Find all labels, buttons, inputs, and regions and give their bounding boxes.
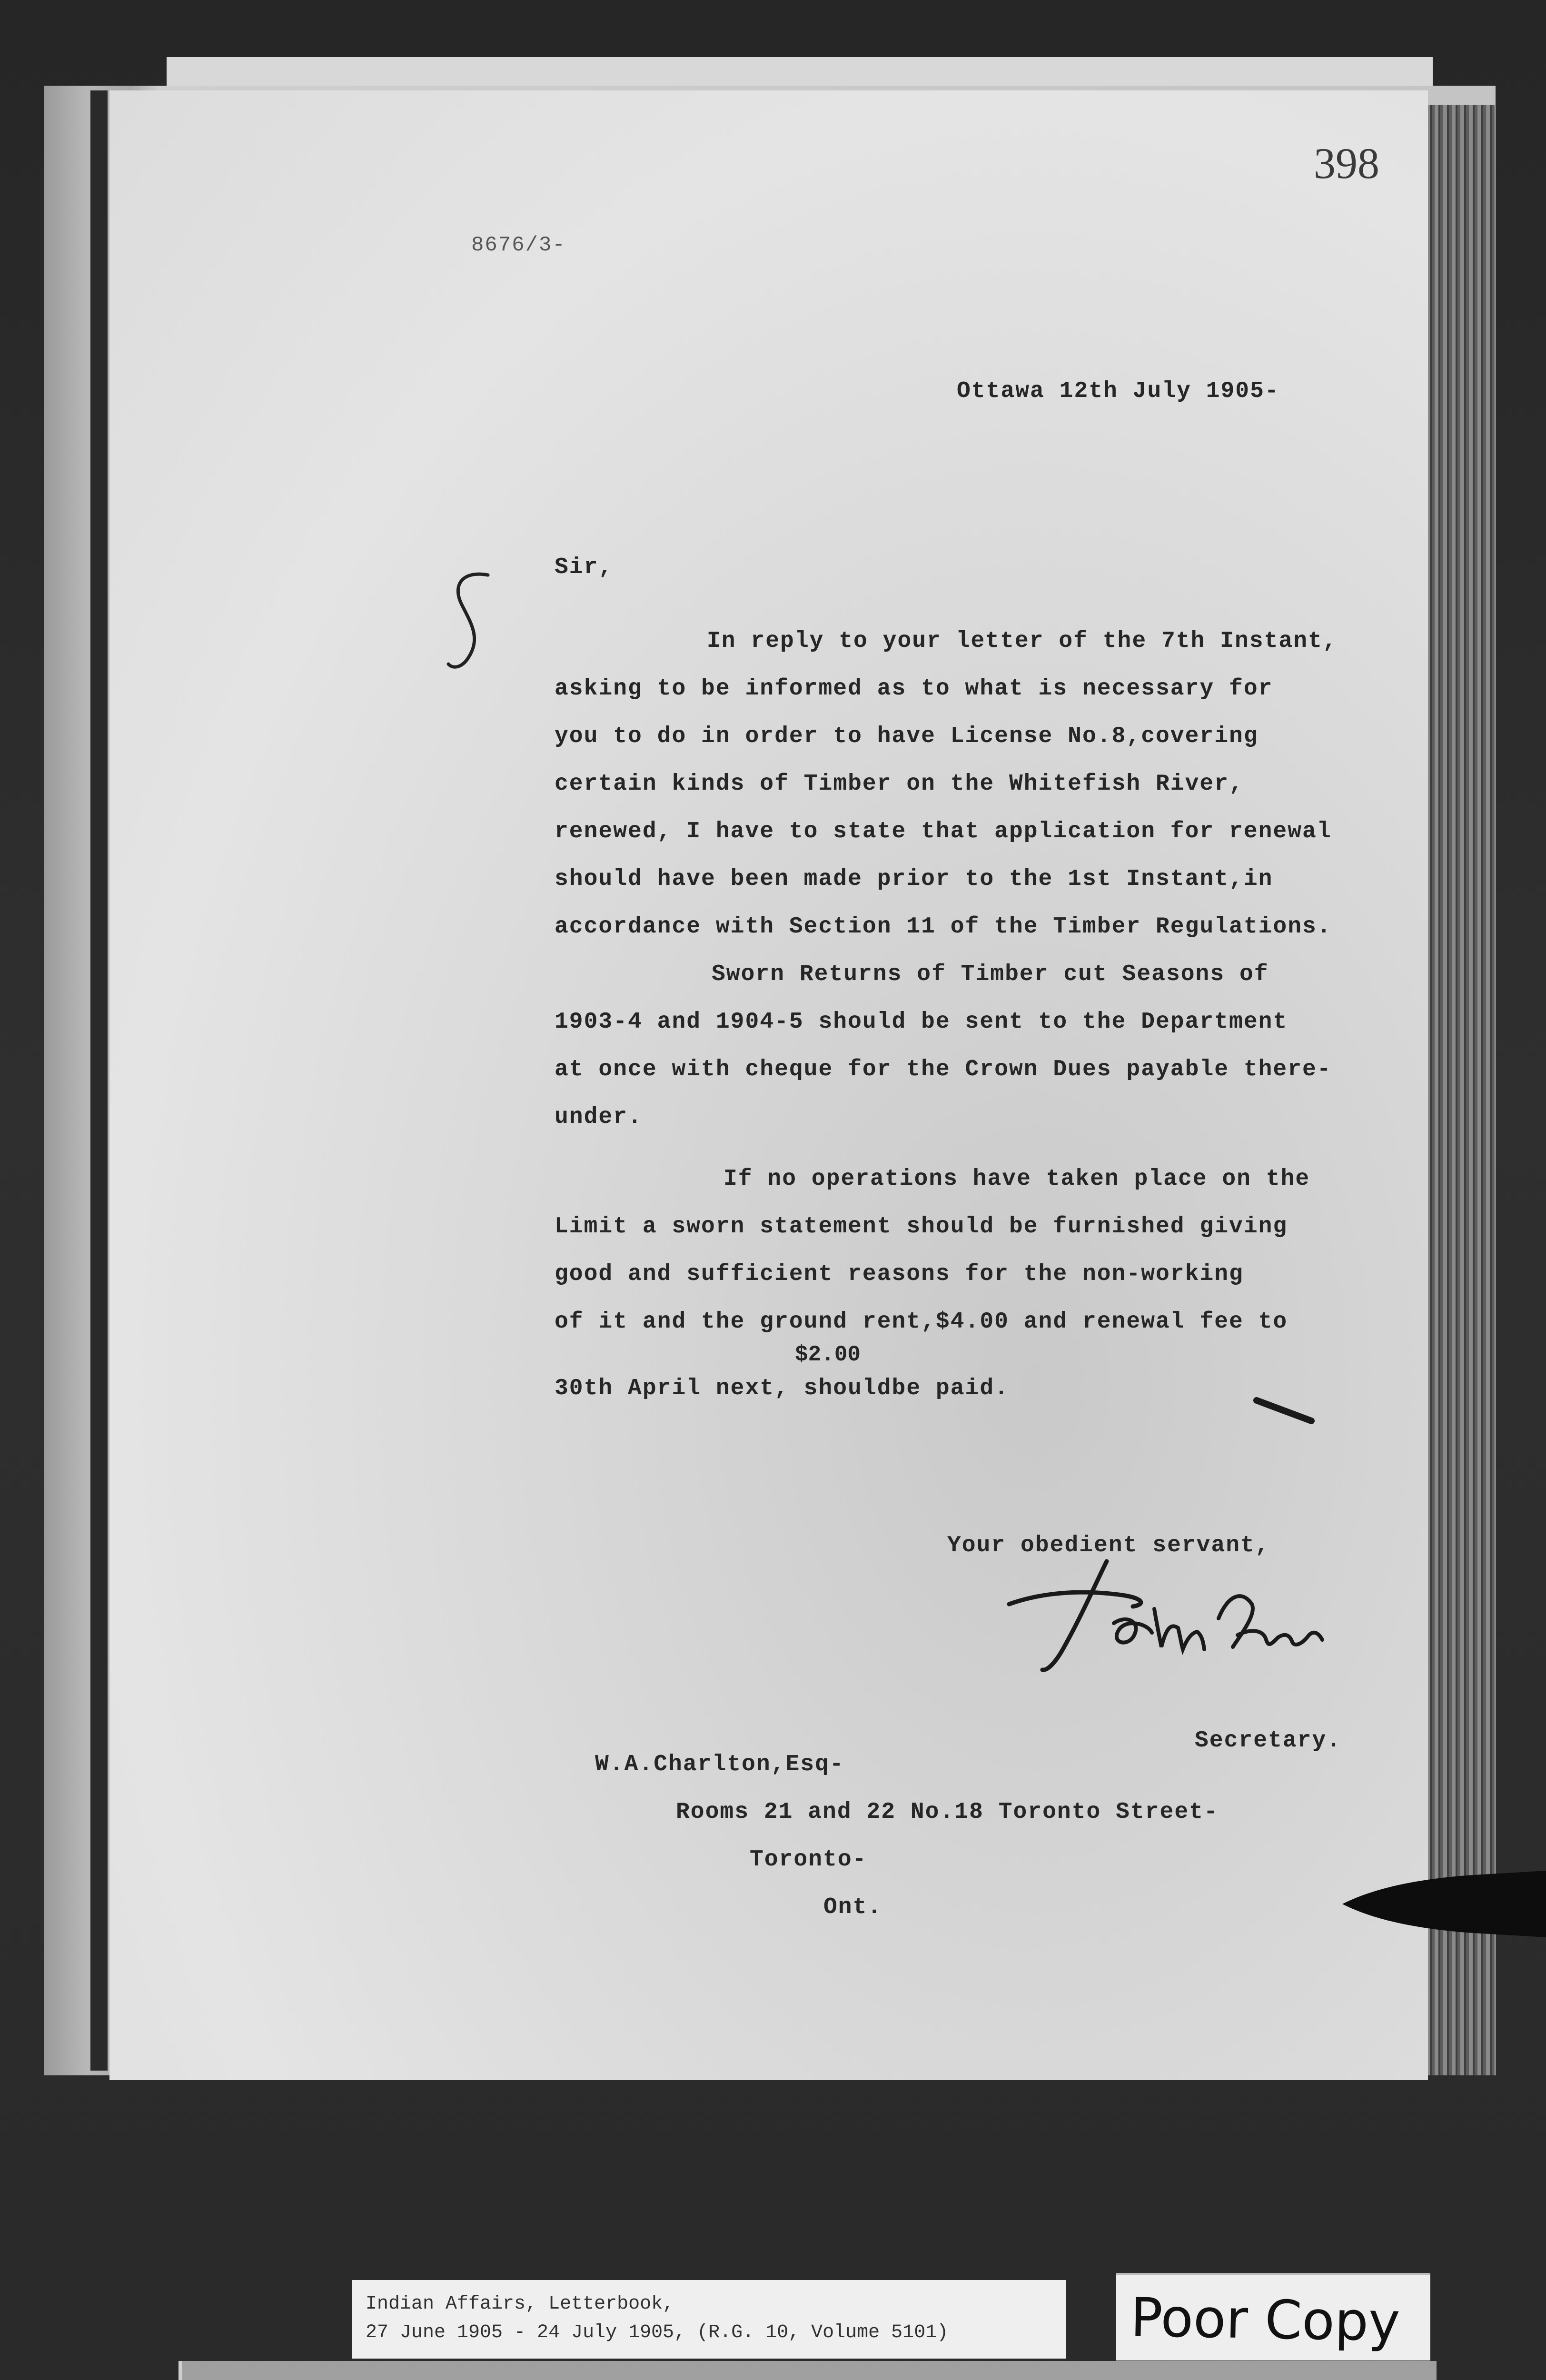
- reference-label-line: Indian Affairs, Letterbook,: [366, 2293, 674, 2315]
- body-line: asking to be informed as to what is necessary for: [555, 676, 1273, 702]
- margin-mark-icon: [443, 566, 500, 681]
- body-line: you to do in order to have License No.8,covering: [555, 724, 1259, 749]
- body-line: should have been made prior to the 1st Instant,in: [555, 866, 1273, 892]
- body-line: at once with cheque for the Crown Dues payable there-: [555, 1057, 1332, 1082]
- body-line: 1903-4 and 1904-5 should be sent to the Department: [555, 1009, 1288, 1035]
- addressee-line: W.A.Charlton,Esq-: [595, 1752, 844, 1777]
- addressee-line: Ont.: [823, 1894, 882, 1920]
- handwritten-signature: [1004, 1552, 1328, 1704]
- body-line: 30th April next, shouldbe paid.: [555, 1376, 1009, 1401]
- body-line: good and sufficient reasons for the non-working: [555, 1261, 1244, 1287]
- page-number: 398: [1314, 139, 1379, 188]
- reference-label-line: 27 June 1905 - 24 July 1905, (R.G. 10, Volume 5101): [366, 2322, 949, 2343]
- pen-stroke-icon: [1252, 1395, 1318, 1428]
- interlined-amount: $2.00: [795, 1342, 861, 1367]
- body-line: certain kinds of Timber on the Whitefish River,: [555, 771, 1244, 797]
- archive-stamp: [178, 2361, 1437, 2380]
- body-line: accordance with Section 11 of the Timber Regulations.: [555, 914, 1332, 940]
- body-line: Sworn Returns of Timber cut Seasons of: [712, 962, 1269, 987]
- reference-label: [352, 2280, 1066, 2359]
- addressee-line: Rooms 21 and 22 No.18 Toronto Street-: [676, 1799, 1219, 1825]
- body-line: renewed, I have to state that application for renewal: [555, 819, 1332, 844]
- quality-label-text: Poor Copy: [1130, 2287, 1401, 2353]
- binding-shadow: [90, 90, 108, 2071]
- file-reference: 8676/3-: [471, 233, 566, 257]
- body-line: If no operations have taken place on the: [723, 1166, 1310, 1192]
- body-line: under.: [555, 1104, 643, 1130]
- addressee-line: Toronto-: [750, 1847, 867, 1873]
- body-line: In reply to your letter of the 7th Instant,: [707, 628, 1338, 654]
- signatory-title: Secretary.: [1195, 1728, 1342, 1754]
- letter-date: Ottawa 12th July 1905-: [957, 378, 1279, 404]
- body-line: of it and the ground rent,$4.00 and renewal fee to: [555, 1309, 1288, 1335]
- closing: Your obedient servant,: [947, 1533, 1270, 1558]
- page-tab-shadow: [1342, 1871, 1546, 1937]
- letter-page: [109, 90, 1428, 2080]
- page-stack-edge: [1423, 105, 1495, 2075]
- body-line: Limit a sworn statement should be furnished giving: [555, 1214, 1288, 1240]
- quality-label: [1116, 2273, 1430, 2360]
- salutation: Sir,: [555, 555, 614, 580]
